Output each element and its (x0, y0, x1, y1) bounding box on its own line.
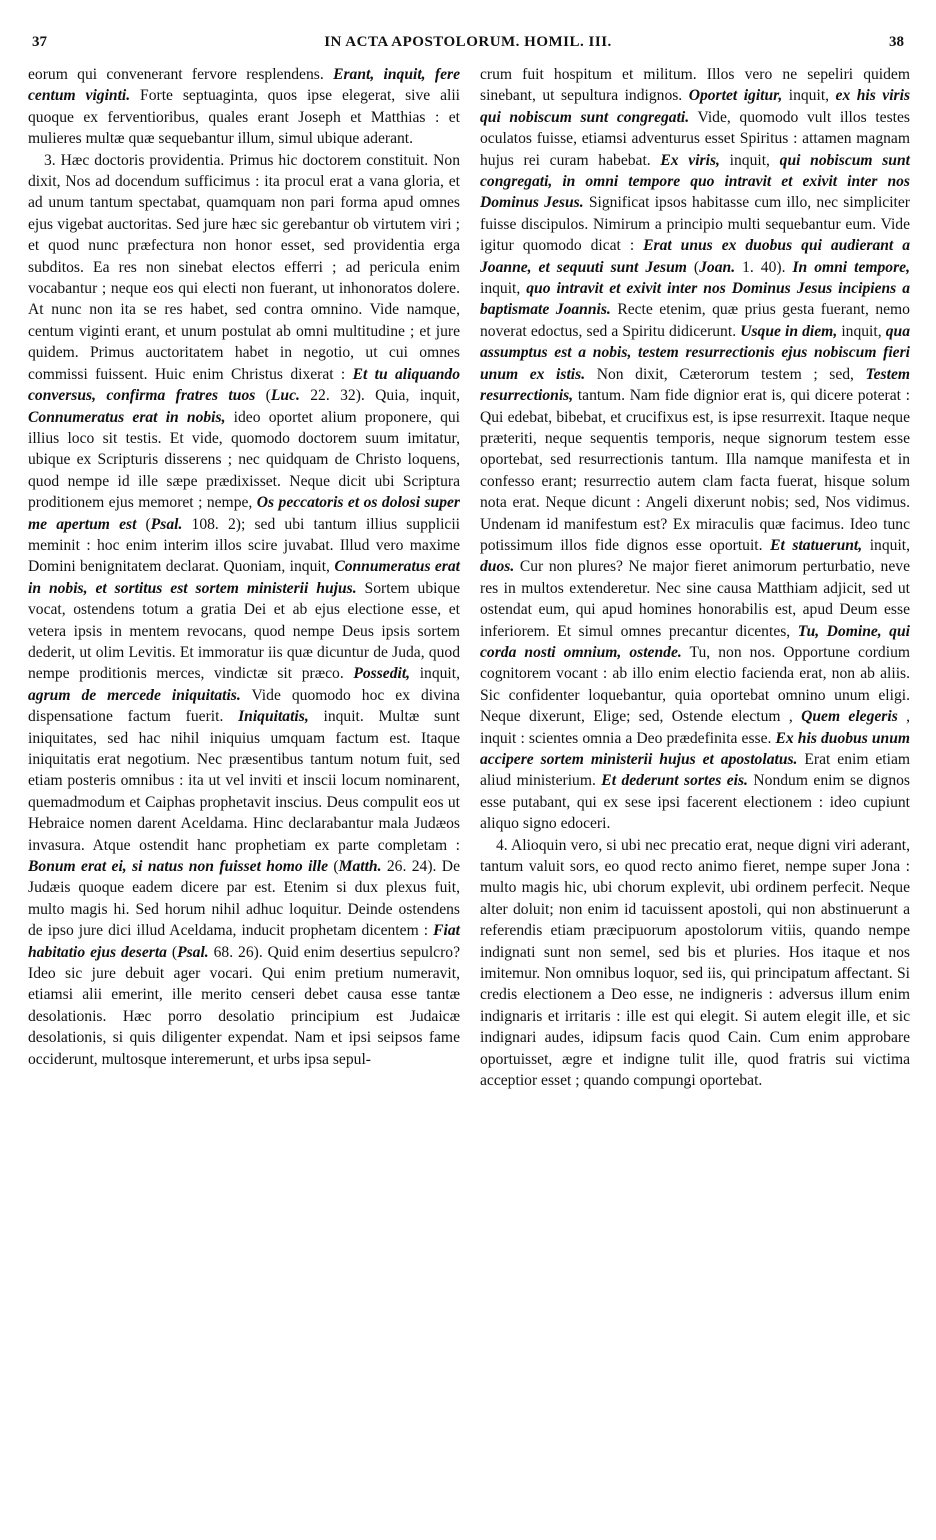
text-run: Vide, quomodo vult illos testes oculatos fuisse, etiamsi adventurus esset Spiritus : attamen magnam hujus rei curam habebat. (480, 108, 910, 169)
text-run: , inquit : scientes omnia a Deo prædefinita esse. (480, 708, 911, 747)
italic-quote: In omni tempore, (792, 258, 910, 276)
italic-quote: Psal. (150, 515, 183, 533)
text-run: inquit, (719, 151, 780, 169)
text-run: inquit, (782, 87, 836, 105)
running-title: IN ACTA APOSTOLORUM. HOMIL. III. (324, 34, 612, 50)
text-run: Significat ipsos habitasse cum illo, nec simpliciter fuisse discipulos. Nimirum a principio multi sequebantur eum. Vide igitur quomodo dicat : (480, 194, 911, 255)
italic-quote: Bonum erat ei, si natus non fuisset homo ille (28, 858, 328, 876)
italic-quote: Et tu aliquando conversus, confirma fratres tuos (28, 365, 461, 405)
paragraph (28, 64, 460, 150)
text-run: Vide quomodo hoc ex divina dispensatione factum fuerit. (28, 686, 460, 726)
text-run: tantum. Nam fide dignior erat is, qui dicere poterat : Qui edebat, bibebat, et crucifixus est, is ipse resurrexit. Itaque neque præteriti, neque sequentis temporis, neque signorum testem esse oportebat, sed resurrectionis tantum. Illa namque manifesta et in confesso erant; resurrectio autem clam facta fuerat, hisque solum nota erat. Neque dicunt : Angeli dixerunt nobis; sed, Nos vidimus. Undenam id manifestum est? Ex miraculis quæ facimus. Ideo tunc potissimum illos fide dignos esse oportuit. (480, 387, 910, 554)
italic-quote: Iniquitatis, (238, 708, 309, 726)
left-column (28, 64, 460, 1070)
italic-quote: Et statuerunt, (770, 536, 863, 554)
italic-quote: ex his viris qui nobiscum sunt congregati. (480, 87, 911, 126)
italic-quote: Oportet igitur, (688, 87, 783, 105)
text-run: ( (255, 387, 271, 405)
text-run: Nondum enim se dignos esse putabant, qui ex sese ipsi facerent electionem : ideo cupiunt aliquo signo edoceri. (480, 772, 910, 833)
text-run: eorum qui convenerant fervore resplendens. (28, 66, 334, 83)
italic-quote: Ex viris, (660, 151, 720, 169)
text-run: Cur non plures? Ne major fieret animorum perturbatio, neve res in multos extenderetur. Nec sine causa Matthiam adjicit, sed ut ostendat eum, qui apud homines honorabilis est, apud Deum esse inferiorem. Et simul omnes precantur dicentes, (480, 558, 910, 640)
text-run: ( (166, 943, 178, 961)
italic-quote: qui nobiscum sunt congregati, in omni tempore quo intravit et exivit inter nos Dominus Jesus. (480, 151, 910, 212)
paragraph: 4. Alioquin vero, si ubi nec precatio erat, neque digni viri aderant, tantum valuit sors, eo quod recto animo fieret, nempe super Jona : multo magis hic, ubi chorum explevit, ubi ordinem perfecit. Neque alter doluit; non enim id tacuissent apostoli, qui non abstinuerunt a referendis etiam præcipuorum apostolorum vitiis, quando nempe indignati sunt non semel, sed bis et pluries. Hos itaque et nos imitemur. Non omnibus loquor, sed iis, qui principatum affectant. Si credis electionem a Deo esse, ne indigneris : adversus illum enim indignaris et irritaris : ille est qui elegit. Si autem elegit ille, et sic indignari audes, idipsum facis quod Cain. Cum enim approbare oportuisset, ægre et indigne tulit ille, quod fratris sui victima acceptior esset ; quando compungi oportebat. (480, 836, 910, 1090)
text-run: Non dixit, Cæterorum testem ; sed, (585, 365, 866, 383)
italic-quote: duos. (480, 558, 515, 576)
italic-quote: Matth. (338, 858, 382, 876)
italic-quote: Psal. (177, 943, 209, 961)
italic-quote: Quem elegeris (801, 708, 898, 726)
italic-quote: quo intravit et exivit inter nos Dominus Jesus incipiens a baptismate Joannis. (480, 280, 910, 319)
italic-quote: Testem resurrectionis, (480, 365, 910, 405)
text-run: 68. 26). Quid enim desertius sepulcro? Ideo sic jure debuit ager vocari. Qui enim pretium numeravit, etiamsi alii emerint, ille merito censeri debet causa esse tantæ desolationis. Hæc porro desolatio principium est Judaicæ desolationis, si quis diligenter expendat. Nam et ipsi seipsos fame occiderunt, multosque interemerunt, et urbs ipsa sepul- (28, 943, 460, 1068)
text-run: inquit, (837, 322, 886, 340)
italic-quote: Tu, Domine, qui corda nosti omnium, ostende. (480, 622, 910, 661)
page-number-left: 37 (32, 34, 47, 50)
text-run: ( (328, 858, 339, 876)
text-run: ideo oportet alium proponere, qui illius loco sit testis. Et vide, quomodo doctorem suum imitatur, ubique ex Scripturis disserens ; nec quidquam de Christo loquens, quod nempe id ille sæpe prædixisset. Neque dicit ubi Scriptura proditionem ejus memoret ; nempe, (28, 408, 460, 512)
italic-quote: Erant, inquit, fere centum viginti. (28, 66, 461, 105)
italic-quote: Erat unus ex duobus qui audierant a Joanne, et sequuti sunt Jesum (480, 237, 910, 276)
italic-quote: qua assumptus est a nobis, testem resurrectionis ejus nobiscum fieri unum ex istis. (480, 322, 910, 383)
text-run: Recte etenim, quæ prius gesta fuerant, nemo noverat edoctus, sed a Spiritu didicerunt. (480, 301, 910, 340)
text-run: inquit, (862, 536, 911, 554)
italic-quote: Joan. (699, 258, 736, 276)
text-run: 108. 2); sed ubi tantum illius supplicii meminit : hoc enim interim illos scire juvabat. Illud vero maxime Domini benignitatem declarat. Quoniam, inquit, (28, 515, 461, 576)
text-run: 1. 40). (735, 258, 793, 276)
italic-quote: agrum de mercede iniquitatis. (28, 686, 241, 704)
right-column (480, 64, 910, 1092)
text-run: crum fuit hospitum et militum. Illos vero ne sepeliri quidem sinebant, ut sepultura indignos. (480, 66, 910, 105)
text-run: Sortem ubique vocat, ostendens totum a gratia Dei et ab ejus electione esse, et vetera ipsis in mentem revocans, quod nempe Deus ipsis sortem dederit, ut olim Levitis. Et immoratur iis quæ dicuntur de Juda, quod nempe proditionis merces, vindictæ sit præco. (28, 579, 460, 683)
text-run: ( (136, 515, 151, 533)
italic-quote: Os peccatoris et os dolosi super me apertum est (28, 494, 460, 533)
page-number-right: 38 (889, 34, 904, 50)
italic-quote: Connumeratus erat in nobis, (28, 408, 226, 426)
text-run: inquit, (410, 665, 460, 683)
italic-quote: Usque in diem, (740, 322, 838, 340)
italic-quote: Fiat habitatio ejus deserta (28, 922, 460, 961)
text-run: ( (686, 258, 700, 276)
text-run: Erat enim etiam aliud ministerium. (480, 751, 911, 790)
text-run: 26. 24). De Judæis quoque eadem dicere par est. Etenim si dux plexus fuit, multo magis hi. Sed horum nihil adhuc loquitur. Deinde ostendens de ipso jure dici illud Aceldama, inducit prophetam dicentem : (28, 858, 460, 940)
paragraph (480, 64, 910, 835)
text-run: inquit. Multæ sunt iniquitates, sed hac nihil iniquius umquam factum est. Itaque iniquitatis erat negotium. Nec præsentibus tantum notum fuit, sed etiam posteris omnibus : ita ut vel inviti et inscii locum nominarent, quemadmodum et Caiphas prophetavit inscius. Deus compulit eos ut Hebraice nomen darent Aceldama. Hinc declarabantur mala Judæos invasura. Atque ostendit hanc prophetiam ex parte completam : (28, 708, 460, 854)
paragraph (28, 150, 460, 1070)
text-run: Tu, non nos. Opportune cordium cognitorem vocant : ab illo enim electio facienda erat, non ab aliis. Sic confidenter loquebantur, quia oportebat omnino unum eligi. Neque dixerunt, Elige; sed, Ostende electum , (480, 643, 910, 726)
page-header (32, 34, 904, 56)
text-run: 22. 32). Quia, inquit, (299, 387, 461, 405)
italic-quote: Et dederunt sortes eis. (601, 772, 748, 790)
text-run: 3. Hæc doctoris providentia. Primus hic doctorem constituit. Non dixit, Nos ad docendum sufficimus : ita procul erat a vana gloria, et ad unum tantum spectabat, quamquam non pari forma apud omnes ejus vigebat auctoritas. Sed jure hæc sic gerebantur ob virtutem viri ; et quod nunc præfectura non honor esset, sed providentia erga subditos. Ea res non sinebat electos efferri ; ad pericula enim vocabantur ; neque eos qui electi non fuerant, ut inhonoratos dolere. At nunc non ita se res habet, sed contra omnino. Vide namque, centum viginti erant, et unum postulat ab omni multitudine ; et jure quidem. Primus auctoritatem habet in negotio, ut cui omnes commissi fuissent. Huic enim Christus dixerat : (28, 151, 460, 383)
italic-quote: Luc. (270, 387, 300, 405)
italic-quote: Ex his duobus unum accipere sortem ministerii hujus et apostolatus. (480, 729, 911, 768)
text-run: Forte septuaginta, quos ipse elegerat, sive alii quoque ex ferventioribus, quales erant Joseph et Matthias : et mulieres multæ quæ sequebantur illum, simul ubique aderant. (28, 87, 460, 148)
italic-quote: Connumeratus erat in nobis, et sortitus est sortem ministerii hujus. (28, 558, 460, 597)
italic-quote: Possedit, (353, 665, 411, 683)
text-run: inquit, (480, 280, 527, 298)
